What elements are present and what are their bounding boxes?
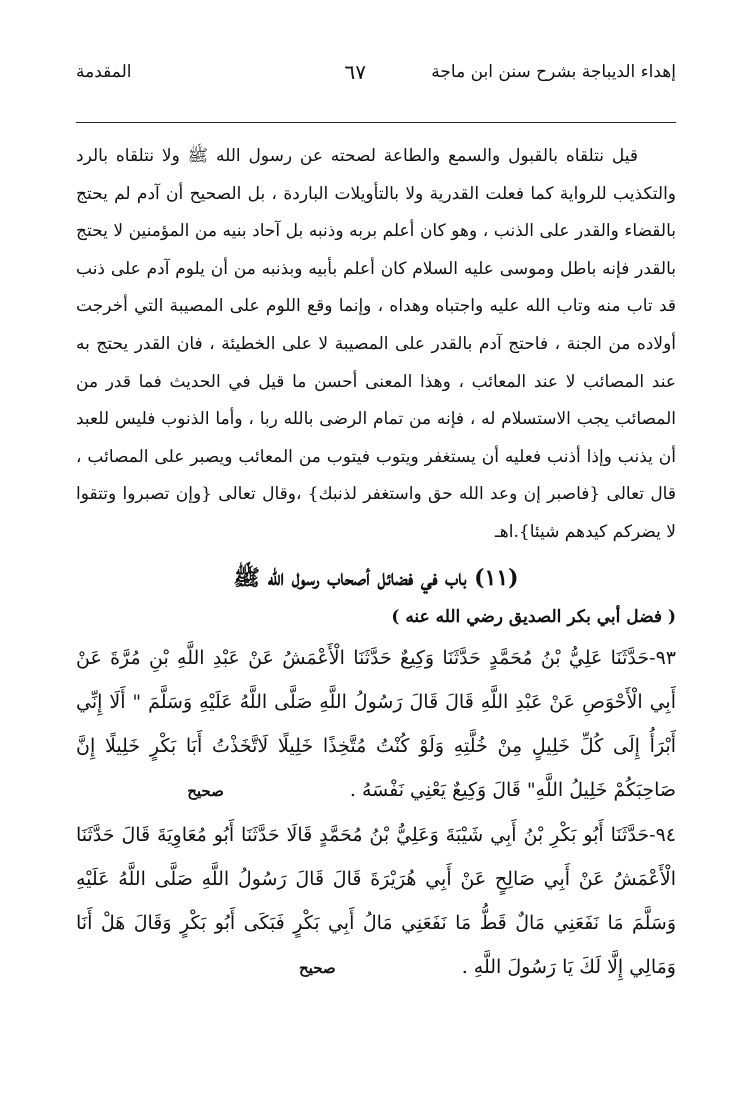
hadith-94: [76, 813, 676, 990]
subheading: ( فضل أبي بكر الصديق رضي الله عنه ): [391, 606, 676, 627]
section-name: المقدمة: [76, 62, 132, 82]
hadith-grade: صحيح: [187, 781, 224, 800]
book-title: إهداء الديباجة بشرح سنن ابن ماجة: [431, 62, 676, 82]
hadith-text: ٩٤-حَدَّثَنَا أَبُو بَكْرِ بْنُ أَبِي شَيْبَةَ وَعَلِيُّ بْنُ مُحَمَّدٍ قَالَا حَدَّثَنَا أَبُو مُعَاوِيَةَ قَالَ حَدَّثَنَا الْأَعْمَشُ عَنْ أَبِي صَالِحٍ عَنْ أَبِي هُرَيْرَةَ قَالَ قَالَ رَسُولُ اللَّهِ صَلَّى اللَّهُ عَلَيْهِ وَسَلَّمَ مَا نَفَعَنِي مَالٌ قَطُّ مَا نَفَعَنِي مَالُ أَبِي بَكْرٍ فَبَكَى أَبُو بَكْرٍ وَقَالَ هَلْ أَنَا وَمَالِي إِلَّا لَكَ يَا رَسُولَ اللَّهِ .: [76, 823, 676, 978]
page-body: [76, 138, 676, 990]
page-number: ٦٧: [344, 60, 366, 84]
commentary-paragraph: قيل نتلقاه بالقبول والسمع والطاعة لصحته عن رسول الله ﷺ ولا نتلقاه بالرد والتكذيب للرواية كما فعلت القدرية ولا بالتأويلات الباردة ، بل الصحيح أن آدم لم يحتج بالقضاء والقدر على الذنب ، وهو كان أعلم بربه وذنبه بل آحاد بنيه من المؤمنين لا يحتج بالقدر فإنه باطل وموسى عليه السلام كان أعلم بأبيه وبذنبه من أن يلوم آدم على ذنب قد تاب منه وتاب الله عليه واجتباه وهداه ، وإنما وقع اللوم على المصيبة التي أخرجت أولاده من الجنة ، فاحتج آدم بالقدر على المصيبة لا على الخطيئة ، فان القدر يحتج به عند المصائب لا عند المعائب ، وهذا المعنى أحسن ما قيل في الحديث فما قدر من المصائب يجب الاستسلام له ، فإنه من تمام الرضى بالله ربا ، وأما الذنوب فليس للعبد أن يذنب وإذا أذنب فعليه أن يستغفر ويتوب فيتوب من المعائب ويصبر على المصائب ، قال تعالى {فاصبر إن وعد الله حق واستغفر لذنبك} ،وقال تعالى {وإن تصبروا وتتقوا لا يضركم كيدهم شيئا}.اهـ: [76, 146, 676, 542]
header-divider: [76, 122, 676, 123]
chapter-title: (١١) باب في فضائل أصحاب رسول الله ﷺ: [233, 564, 519, 591]
page-header: [76, 62, 676, 92]
hadith-text: ٩٣-حَدَّثَنَا عَلِيُّ بْنُ مُحَمَّدٍ حَدَّثَنَا وَكِيعٌ حَدَّثَنَا الْأَعْمَشُ عَنْ عَبْدِ اللَّهِ بْنِ مُرَّةَ عَنْ أَبِي الْأَحْوَصِ عَنْ عَبْدِ اللَّهِ قَالَ قَالَ رَسُولُ اللَّهِ صَلَّى اللَّهُ عَلَيْهِ وَسَلَّمَ " أَلَا إِنِّي أَبْرَأُ إِلَى كُلِّ خَلِيلٍ مِنْ خُلَّتِهِ وَلَوْ كُنْتُ مُتَّخِذًا خَلِيلًا لَاتَّخَذْتُ أَبَا بَكْرٍ خَلِيلًا إِنَّ صَاحِبَكُمْ خَلِيلُ اللَّهِ" قَالَ وَكِيعٌ يَعْنِي نَفْسَهُ .: [76, 646, 676, 801]
hadith-93: [76, 636, 676, 813]
hadith-grade: صحيح: [299, 958, 336, 977]
